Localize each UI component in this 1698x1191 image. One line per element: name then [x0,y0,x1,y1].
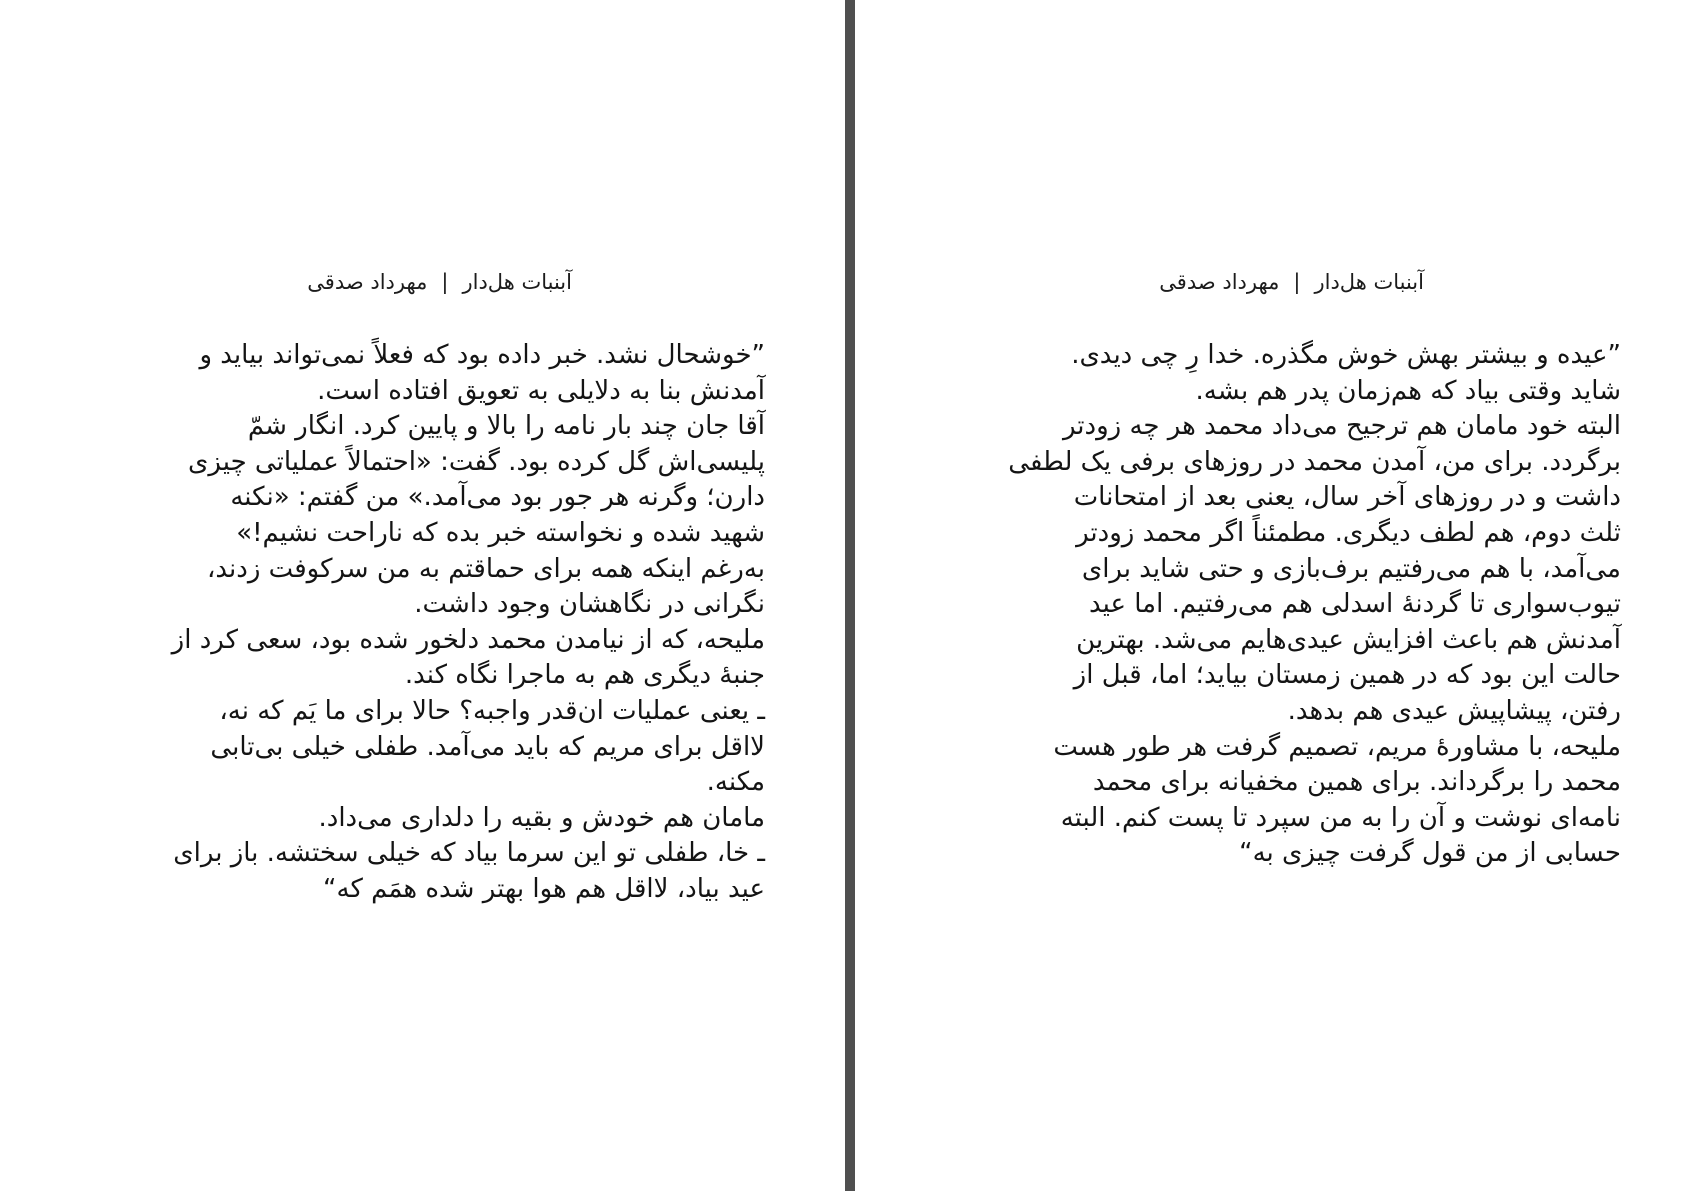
header-separator: | [441,270,449,294]
right-page [855,0,1698,1191]
text-line: عید بیاد، لااقل هم هوا بهتر شده همَم که“ [323,873,765,904]
text-line: آمدنش هم باعث افزایش عیدی‌هایم می‌شد. بهترین [1076,624,1621,655]
left-page [0,0,845,1191]
text-line: نامه‌ای نوشت و آن را به من سپرد تا پست کنم. البته [1060,802,1621,833]
page-text [931,338,1621,872]
text-line: ”عیده و بیشتر بهش خوش مگذره. خدا رِ چی دیدی. [1071,340,1621,370]
text-line: البته خود مامان هم ترجیح می‌داد محمد هر چه زودتر [1062,411,1621,442]
text-line: ملیحه، که از نیامدن محمد دلخور شده بود، سعی کرد از [171,624,765,655]
text-line: ثلث دوم، هم لطف دیگری. مطمئناً اگر محمد زودتر [1076,517,1621,548]
text-line: داشت و در روزهای آخر سال، یعنی بعد از امتحانات [1073,482,1621,513]
text-line: مکنه. [706,767,765,798]
text-line: آقا جان چند بار نامه را بالا و پایین کرد. انگار شمّ [247,411,765,442]
author-name: مهرداد صدقی [1159,270,1280,294]
text-line: پلیسی‌اش گل کرده بود. گفت: «احتمالاً عملیاتی چیزی [188,446,765,477]
page-text [75,338,765,908]
text-line: آمدنش بنا به دلایلی به تعویق افتاده است. [317,375,765,406]
text-line: مامان هم خودش و بقیه را دلداری می‌داد. [318,802,765,833]
text-line: ملیحه، با مشاورهٔ مریم، تصمیم گرفت هر طور هست [1053,731,1621,762]
text-line: ـ خا، طفلی تو این سرما بیاد که خیلی سختشه. باز برای [173,838,765,869]
text-line: دارن؛ وگرنه هر جور بود می‌آمد.» من گفتم: «نکنه [230,482,765,513]
text-line: تیوب‌سواری تا گردنهٔ اسدلی هم می‌رفتیم. اما عید [1088,589,1621,620]
text-line: نگرانی در نگاهشان وجود داشت. [414,589,765,620]
text-line: رفتن، پیشاپیش عیدی هم بدهد. [1287,695,1621,726]
book-title: آبنبات هل‌دار [1314,270,1424,294]
text-line: می‌آمد، با هم می‌رفتیم برف‌بازی و حتی شاید برای [1081,553,1621,584]
text-line: محمد را برگرداند. برای همین مخفیانه برای محمد [1092,767,1621,798]
author-name: مهرداد صدقی [307,270,428,294]
text-line: جنبهٔ دیگری هم به ماجرا نگاه کند. [404,660,765,691]
header-separator: | [1293,270,1301,294]
running-header [1159,266,1424,298]
book-title: آبنبات هل‌دار [462,270,572,294]
text-line: برگردد. برای من، آمدن محمد در روزهای برفی یک لطفی [1008,446,1621,477]
text-line: ـ یعنی عملیات ان‌قدر واجبه؟ حالا برای ما یَم که نه، [219,695,765,726]
running-header [307,266,572,298]
text-line: شاید وقتی بیاد که هم‌زمان پدر هم بشه. [1195,375,1621,406]
text-line: حسابی از من قول گرفت چیزی به“ [1239,838,1621,869]
text-line: شهید شده و نخواسته خبر بده که ناراحت نشیم!» [236,517,765,548]
text-line: به‌رغم اینکه همه برای حماقتم به من سرکوفت زدند، [207,553,765,584]
text-line: لااقل برای مریم که باید می‌آمد. طفلی خیلی بی‌تابی [210,731,765,762]
text-line: حالت این بود که در همین زمستان بیاید؛ اما، قبل از [1073,660,1621,691]
book-spine-divider [845,0,855,1191]
text-line: ”خوشحال نشد. خبر داده بود که فعلاً نمی‌تواند بیاید و [199,340,765,370]
